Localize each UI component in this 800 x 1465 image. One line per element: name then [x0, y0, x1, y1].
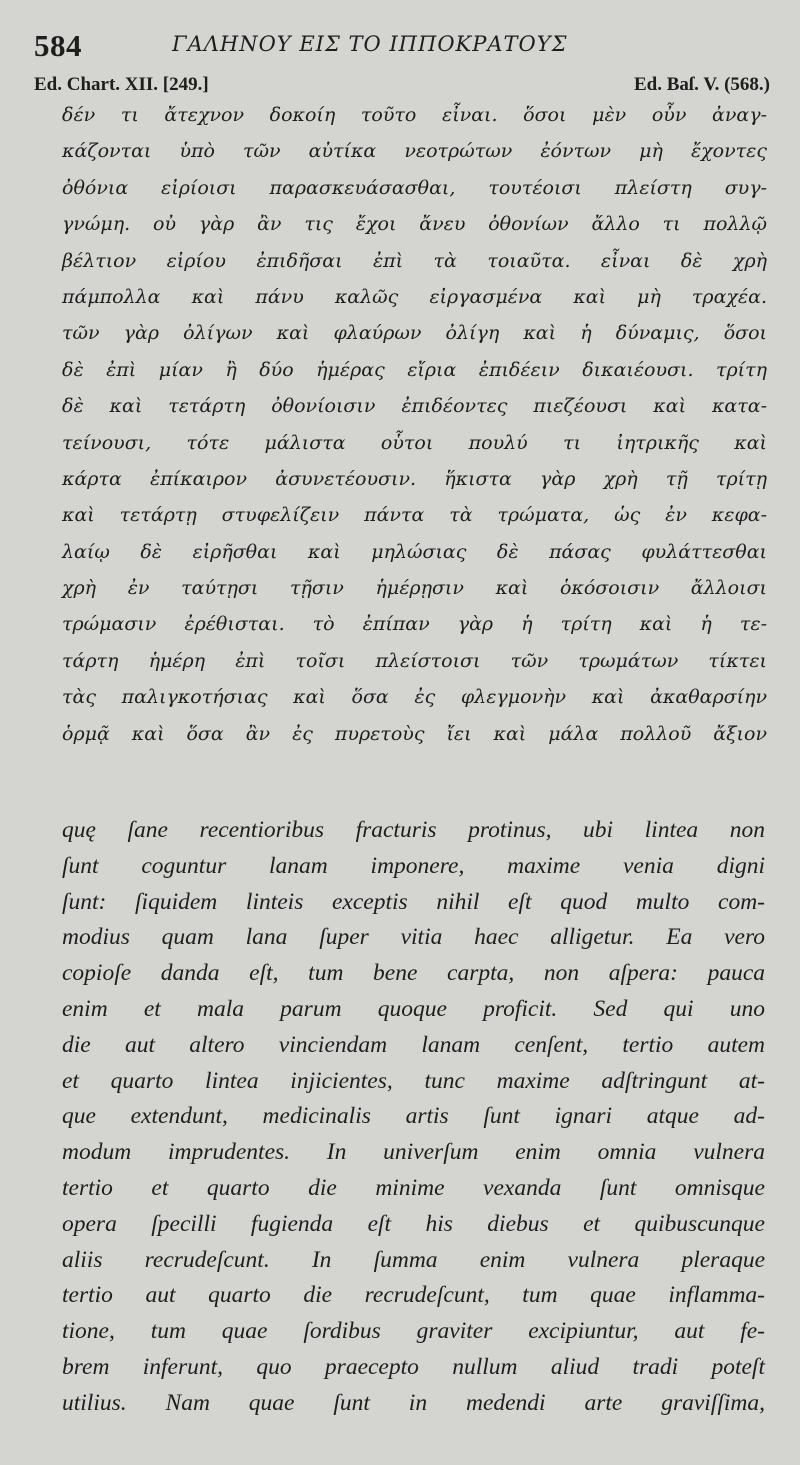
- latin-text-line: aliis recrudeſcunt. In ſumma enim vulnera pleraque: [62, 1246, 765, 1273]
- greek-text-line: τῶν γὰρ ὀλίγων καὶ φλαύρων ὀλίγη καὶ ἡ δύναμις, ὅσοι: [62, 322, 767, 345]
- page-header: [34, 28, 774, 64]
- greek-text-line: χρὴ ἐν ταύτῃσι τῇσιν ἡμέρῃσιν καὶ ὁκόσοισιν ἄλλοισι: [62, 577, 767, 600]
- latin-text-line: utilius. Nam quae ſunt in medendi arte graviſſima,: [62, 1389, 765, 1416]
- latin-text-block: [62, 813, 765, 1422]
- greek-text-line: ὀθόνια εἰρίοισι παρασκευάσασθαι, τουτέοισι πλείστη συγ-: [62, 176, 767, 199]
- latin-text-line: que extendunt, medicinalis artis ſunt ignari atque ad-: [62, 1103, 765, 1130]
- latin-text-line: et quarto lintea injicientes, tunc maxime adſtringunt at-: [62, 1067, 765, 1094]
- latin-text-line: enim et mala parum quoque proficit. Sed qui uno: [62, 995, 765, 1022]
- latin-text-line: tione, tum quae ſordibus graviter excipiuntur, aut fe-: [62, 1318, 765, 1345]
- latin-text-line: die aut altero vinciendam lanam cenſent, tertio autem: [62, 1031, 765, 1058]
- greek-text-line: δέν τι ἄτεχνον δοκοίη τοῦτο εἶναι. ὅσοι μὲν οὖν ἀναγ-: [62, 104, 767, 126]
- running-title: ΓΑΛΗΝΟΥ ΕΙΣ ΤΟ ΙΠΠΟΚΡΑΤΟΥΣ: [172, 32, 568, 56]
- greek-text-line: κάζονται ὑπὸ τῶν αὐτίκα νεοτρώτων ἐόντων μὴ ἔχοντες: [62, 140, 767, 163]
- greek-text-line: γνώμη. οὐ γὰρ ἂν τις ἔχοι ἄνευ ὀθονίων ἄλλο τι πολλῷ: [62, 213, 767, 236]
- latin-text-line: tertio et quarto die minime vexanda ſunt omnisque: [62, 1174, 765, 1201]
- latin-text-line: tertio aut quarto die recrudeſcunt, tum quae inflamma-: [62, 1282, 765, 1309]
- greek-text-line: τείνουσι, τότε μάλιστα οὗτοι πουλύ τι ἰητρικῆς καὶ: [62, 431, 767, 454]
- greek-text-line: τὰς παλιγκοτήσιας καὶ ὅσα ἐς φλεγμονὴν καὶ ἀκαθαρσίην: [62, 686, 767, 709]
- greek-text-line: πάμπολλα καὶ πάνυ καλῶς εἰργασμένα καὶ μὴ τραχέα.: [62, 285, 767, 308]
- greek-text-line: λαίῳ δὲ εἰρῆσθαι καὶ μηλώσιας δὲ πάσας φυλάττεσθαι: [62, 540, 767, 563]
- latin-text-line: ſunt: ſiquidem linteis exceptis nihil eſt quod multo com-: [62, 888, 765, 915]
- greek-text-line: καὶ τετάρτῃ στυφελίζειν πάντα τὰ τρώματα, ὡς ἐν κεφα-: [62, 504, 767, 527]
- latin-text-line: opera ſpecilli fugienda eſt his diebus et quibuscunque: [62, 1210, 765, 1237]
- greek-text-line: δὲ καὶ τετάρτη ὀθονίοισιν ἐπιδέοντες πιεζέουσι καὶ κατα-: [62, 395, 767, 418]
- edition-reference-chartier: Ed. Chart. XII. [249.]: [34, 74, 209, 95]
- edition-reference-basel: Ed. Baſ. V. (568.): [633, 74, 770, 95]
- latin-text-line: ſunt coguntur lanam imponere, maxime venia digni: [62, 852, 765, 879]
- greek-text-line: τάρτη ἡμέρη ἐπὶ τοῖσι πλείστοισι τῶν τρωμάτων τίκτει: [62, 649, 767, 672]
- page-number: 584: [34, 28, 82, 63]
- greek-text-block: [62, 97, 767, 752]
- greek-text-line: βέλτιον εἰρίου ἐπιδῆσαι ἐπὶ τὰ τοιαῦτα. εἶναι δὲ χρὴ: [62, 249, 767, 272]
- latin-text-line: modius quam lana ſuper vitia haec alligetur. Ea vero: [62, 924, 765, 951]
- greek-text-line: ὁρμᾷ καὶ ὅσα ἂν ἐς πυρετοὺς ἴει καὶ μάλα πολλοῦ ἄξιον: [62, 722, 767, 745]
- greek-text-line: τρώμασιν ἐρέθισται. τὸ ἐπίπαν γὰρ ἡ τρίτη καὶ ἡ τε-: [62, 613, 767, 636]
- latin-text-line: brem inferunt, quo praecepto nullum aliud tradi poteſt: [62, 1353, 765, 1380]
- greek-text-line: δὲ ἐπὶ μίαν ἢ δύο ἡμέρας εἴρια ἐπιδέειν δικαιέουσι. τρίτη: [62, 358, 767, 381]
- latin-text-line: modum imprudentes. In univerſum enim omnia vulnera: [62, 1139, 765, 1166]
- latin-text-line: quę ſane recentioribus fracturis protinus, ubi lintea non: [62, 817, 765, 843]
- latin-text-line: copioſe danda eſt, tum bene carpta, non aſpera: pauca: [62, 960, 765, 987]
- greek-text-line: κάρτα ἐπίκαιρον ἀσυνετέουσιν. ἥκιστα γὰρ χρὴ τῇ τρίτῃ: [62, 467, 767, 490]
